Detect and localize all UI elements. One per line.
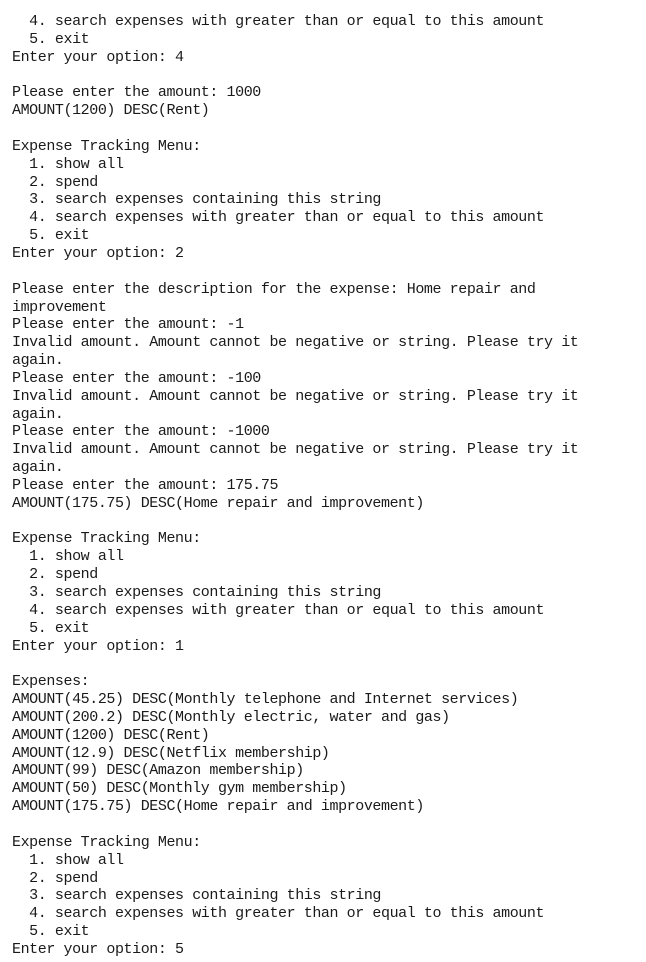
terminal-line: 3. search expenses containing this string xyxy=(12,887,382,905)
terminal-line: 4. search expenses with greater than or equal to this amount xyxy=(12,209,545,227)
terminal-line: 4. search expenses with greater than or equal to this amount xyxy=(12,905,545,923)
terminal-line: AMOUNT(1200) DESC(Rent) xyxy=(12,102,210,120)
terminal-line: AMOUNT(50) DESC(Monthly gym membership) xyxy=(12,780,347,798)
terminal-line: Enter your option: 1 xyxy=(12,637,184,655)
terminal-line: 3. search expenses containing this string xyxy=(12,584,382,601)
terminal-line: Please enter the description for the expense: Home repair and xyxy=(12,280,536,298)
terminal-line: AMOUNT(99) DESC(Amazon membership) xyxy=(12,762,304,780)
terminal-line: 4. search expenses with greater than or equal to this amount xyxy=(12,601,545,619)
terminal-line: Enter your option: 2 xyxy=(12,244,184,262)
terminal-line: AMOUNT(45.25) DESC(Monthly telephone and Internet services) xyxy=(12,691,519,709)
terminal-line: again. xyxy=(12,459,64,477)
terminal-line: 4. search expenses with greater than or equal to this amount xyxy=(12,13,545,30)
terminal-line: 5. exit xyxy=(12,923,90,941)
terminal-line: again. xyxy=(12,405,64,423)
terminal-line: Expense Tracking Menu: xyxy=(12,530,201,548)
terminal-line: improvement xyxy=(12,298,107,316)
terminal-line: AMOUNT(175.75) DESC(Home repair and improvement) xyxy=(12,798,424,816)
terminal-line: Invalid amount. Amount cannot be negative or string. Please try it xyxy=(12,387,579,405)
terminal-line: 5. exit xyxy=(12,619,90,637)
terminal-line: 2. spend xyxy=(12,173,98,191)
terminal-line: Invalid amount. Amount cannot be negative or string. Please try it xyxy=(12,441,579,459)
terminal-line: Expense Tracking Menu: xyxy=(12,137,201,155)
terminal-line: 3. search expenses containing this string xyxy=(12,191,382,209)
terminal-line: Expenses: xyxy=(12,673,90,691)
terminal-line: 2. spend xyxy=(12,869,98,887)
terminal-line xyxy=(12,120,646,138)
terminal-line xyxy=(12,263,646,281)
terminal-line xyxy=(12,655,646,673)
terminal-line: Enter your option: 4 xyxy=(12,48,184,66)
terminal-line xyxy=(12,816,646,834)
terminal-line: 1. show all xyxy=(12,155,124,173)
terminal-line: AMOUNT(200.2) DESC(Monthly electric, water and gas) xyxy=(12,708,450,726)
terminal-line: AMOUNT(1200) DESC(Rent) xyxy=(12,726,210,744)
terminal-line: 5. exit xyxy=(12,30,90,48)
terminal-line: again. xyxy=(12,352,64,370)
terminal-line: Expense Tracking Menu: xyxy=(12,833,201,851)
terminal-line: Please enter the amount: 1000 xyxy=(12,84,261,102)
terminal-line: 1. show all xyxy=(12,548,124,566)
terminal-line xyxy=(12,513,646,531)
terminal-line: AMOUNT(12.9) DESC(Netflix membership) xyxy=(12,744,330,762)
terminal-line xyxy=(12,67,646,85)
terminal-line: Enter your option: 5 xyxy=(12,940,184,958)
terminal-line: 5. exit xyxy=(12,227,90,245)
terminal-line: Please enter the amount: 175.75 xyxy=(12,476,279,494)
terminal-line: Please enter the amount: -1 xyxy=(12,316,244,334)
terminal-line: Please enter the amount: -1000 xyxy=(12,423,270,441)
terminal-line: Invalid amount. Amount cannot be negative or string. Please try it xyxy=(12,334,579,352)
terminal-line: Please enter the amount: -100 xyxy=(12,369,261,387)
terminal-line: AMOUNT(175.75) DESC(Home repair and improvement) xyxy=(12,494,424,512)
terminal-line: 1. show all xyxy=(12,851,124,869)
terminal-line: 2. spend xyxy=(12,566,98,584)
